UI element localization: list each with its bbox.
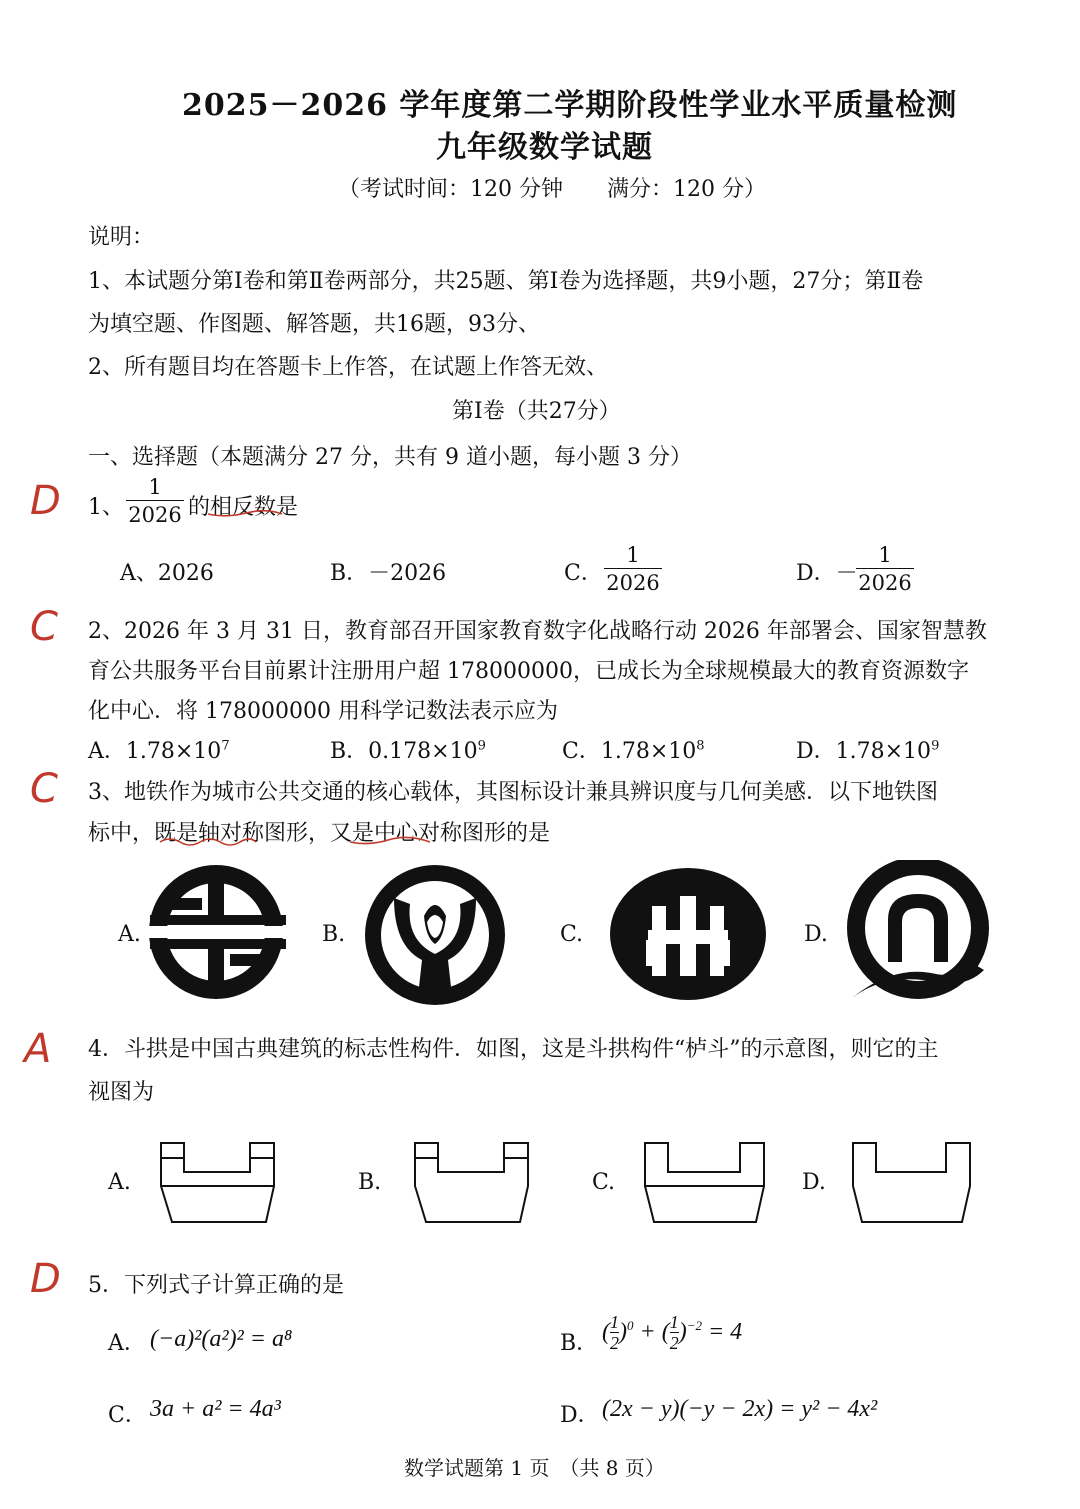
q2-line2: 育公共服务平台目前累计注册用户超 178000000，已成长为全球规模最大的教育资源数字	[88, 659, 969, 684]
q1-option-d-num: 1	[878, 543, 892, 567]
metro-logo-b	[364, 864, 506, 1006]
handwritten-answer-q4: A	[24, 1026, 52, 1072]
dougong-view-a	[158, 1140, 278, 1226]
handwritten-answer-q2: C	[30, 604, 58, 650]
metro-logo-c	[608, 866, 768, 1002]
dougong-view-b	[412, 1140, 532, 1226]
instruction-2: 2、所有题目均在答题卡上作答，在试题上作答无效、	[88, 355, 608, 380]
q4-label-c: C.	[592, 1170, 616, 1195]
q2-option-d-exp: 9	[931, 738, 940, 754]
q2-option-d-base: D．1.78×10	[796, 739, 932, 764]
q3-label-a: A.	[118, 922, 141, 947]
q1-option-d-fraction	[856, 542, 914, 597]
q4-line1: 4．斗拱是中国古典建筑的标志性构件．如图，这是斗拱构件“栌斗”的示意图，则它的主	[88, 1037, 939, 1062]
page-footer: 数学试题第 1 页 （共 8 页）	[404, 1456, 665, 1480]
q3-underline-marks	[158, 834, 438, 848]
q4-line2: 视图为	[88, 1080, 155, 1105]
q5-option-d-expr: (2x − y)(−y − 2x) = y² − 4x²	[602, 1396, 878, 1422]
q1-option-d-label: D．－	[796, 561, 858, 586]
q1-frac-den: 2026	[128, 503, 182, 527]
q1-stem: 的相反数是	[188, 495, 299, 520]
metro-logo-a	[146, 862, 290, 1002]
q5-option-c-label: C．	[108, 1403, 147, 1428]
q2-option-c-exp: 8	[696, 738, 705, 754]
metro-logo-d	[846, 860, 992, 1004]
q2-option-a-exp: 7	[221, 738, 230, 754]
q5-b-frac2-num: 1	[669, 1312, 679, 1332]
q2-option-b-exp: 9	[477, 738, 486, 754]
exam-subtitle: 九年级数学试题	[436, 130, 653, 165]
q2-option-c	[562, 734, 705, 765]
q5-b-frac2-den: 2	[669, 1333, 679, 1353]
q3-label-b: B.	[322, 922, 346, 947]
q1-option-c-num: 1	[626, 543, 640, 567]
q5-option-b-label: B．	[560, 1331, 599, 1356]
q2-option-b-base: B．0.178×10	[330, 739, 478, 764]
q2-option-d	[796, 734, 939, 765]
q4-label-a: A.	[108, 1170, 131, 1195]
q2-line3: 化中心．将 178000000 用科学记数法表示应为	[88, 699, 558, 724]
q1-underline-mark	[206, 508, 284, 518]
dougong-view-c	[642, 1140, 768, 1226]
volume-title: 第Ⅰ卷（共27分）	[452, 399, 621, 424]
handwritten-answer-q1: D	[30, 478, 61, 524]
q1-fraction	[126, 474, 184, 529]
q5-stem: 5．下列式子计算正确的是	[88, 1273, 344, 1298]
q3-label-c: C.	[560, 922, 584, 947]
q1-number: 1、	[88, 495, 124, 520]
q2-option-a-base: A．1.78×10	[88, 739, 222, 764]
exam-meta: （考试时间：120 分钟 满分：120 分）	[338, 177, 766, 202]
q1-option-a: A、2026	[120, 561, 214, 586]
q5-option-b-expr: ( $\frac{1}{2}$ )$^0$ + ( $\frac{1}{2}$ )$^{-2}$ = 4	[602, 1312, 743, 1353]
q1-frac-num: 1	[148, 475, 162, 499]
q1-option-b: B．－2026	[330, 561, 447, 586]
part-title: 一、选择题（本题满分 27 分，共有 9 道小题，每小题 3 分）	[88, 445, 692, 470]
q5-option-d-label: D．	[560, 1403, 600, 1428]
q5-option-a-label: A．	[108, 1331, 146, 1356]
q3-label-d: D.	[804, 922, 828, 947]
q4-label-b: B.	[358, 1170, 382, 1195]
q2-option-c-base: C．1.78×10	[562, 739, 697, 764]
exam-title: 2025－2026 学年度第二学期阶段性学业水平质量检测	[182, 88, 958, 123]
q5-option-c-expr: 3a + a² = 4a³	[150, 1396, 281, 1422]
instructions-heading: 说明：	[88, 225, 155, 250]
q1-option-c-fraction	[604, 542, 662, 597]
q1-option-c-label: C．	[564, 561, 603, 586]
instruction-1-line1: 1、本试题分第Ⅰ卷和第Ⅱ卷两部分，共25题、第Ⅰ卷为选择题，共9小题，27分；第Ⅱ卷	[88, 269, 924, 294]
q2-option-a	[88, 734, 230, 765]
q3-line2: 标中，既是轴对称图形，又是中心对称图形的是	[88, 821, 551, 846]
q1-option-d-den: 2026	[858, 571, 912, 595]
q3-line1: 3、地铁作为城市公共交通的核心载体，其图标设计兼具辨识度与几何美感．以下地铁图	[88, 780, 938, 805]
handwritten-answer-q5: D	[30, 1256, 61, 1302]
dougong-view-d	[850, 1140, 974, 1226]
q5-b-frac1-num: 1	[610, 1312, 619, 1332]
instruction-1-line2: 为填空题、作图题、解答题，共16题，93分、	[88, 312, 540, 337]
q2-line1: 2、2026 年 3 月 31 日，教育部召开国家教育数字化战略行动 2026 年部署会、国家智慧教	[88, 619, 987, 644]
q5-b-rhs: = 4	[707, 1319, 743, 1345]
q5-option-a-expr: (−a)²(a²)² = a⁸	[150, 1326, 293, 1352]
q5-b-frac1-den: 2	[610, 1333, 619, 1353]
q2-option-b	[330, 734, 486, 765]
q4-label-d: D.	[802, 1170, 826, 1195]
q1-option-c-den: 2026	[606, 571, 660, 595]
handwritten-answer-q3: C	[30, 766, 58, 812]
